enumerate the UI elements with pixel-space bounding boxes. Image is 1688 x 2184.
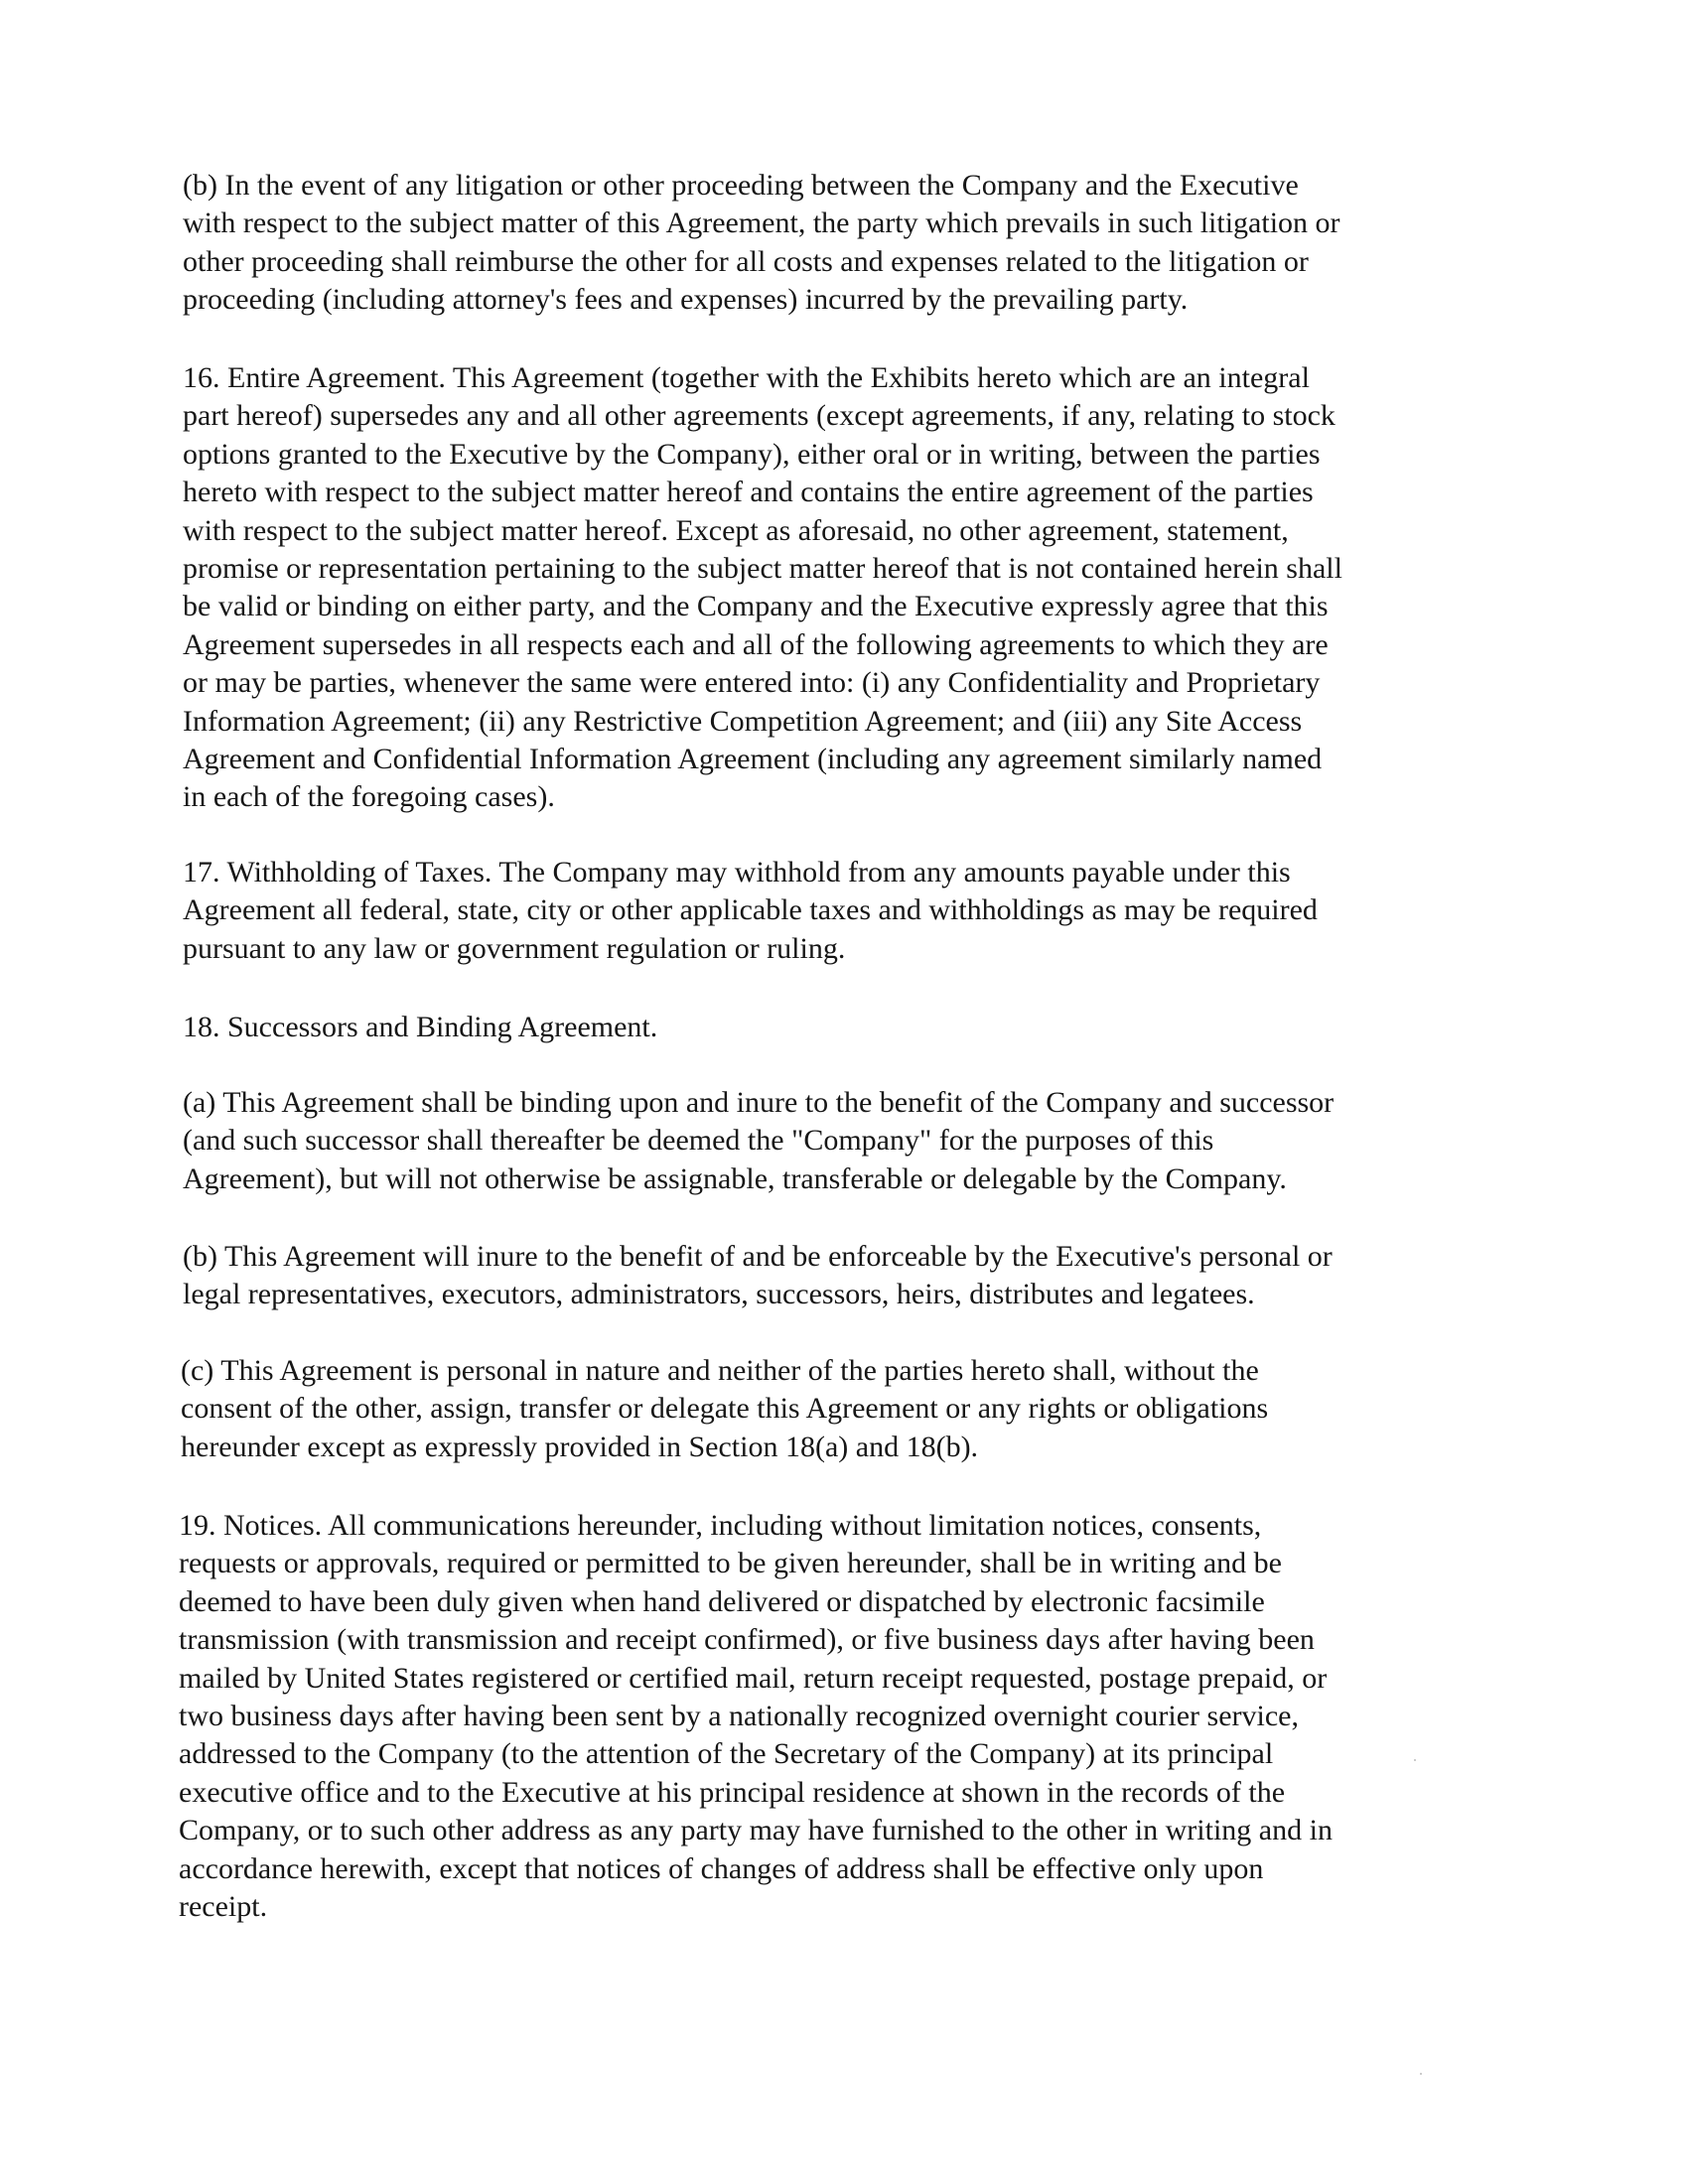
text-line: (a) This Agreement shall be binding upon and inure to the benefit of the Company and successor (183, 1086, 1335, 1119)
text-line: in each of the foregoing cases). (183, 780, 555, 814)
scan-speck (1414, 1759, 1416, 1761)
text-line: pursuant to any law or government regulation or ruling. (183, 931, 846, 965)
text-line: transmission (with transmission and receipt confirmed), or five business days after having been (179, 1623, 1315, 1657)
text-line: (c) This Agreement is personal in nature and neither of the parties hereto shall, without the (181, 1354, 1259, 1387)
text-line: part hereof) supersedes any and all other agreements (except agreements, if any, relating to stock (183, 399, 1336, 433)
text-line: two business days after having been sent by a nationally recognized overnight courier service, (179, 1700, 1299, 1733)
text-line: Agreement supersedes in all respects each and all of the following agreements to which they are (183, 627, 1329, 661)
text-line: Company, or to such other address as any party may have furnished to the other in writing and in (179, 1814, 1333, 1847)
text-line: 17. Withholding of Taxes. The Company may withhold from any amounts payable under this (183, 856, 1291, 888)
text-line: with respect to the subject matter of this Agreement, the party which prevails in such litigation or (183, 206, 1340, 240)
text-line: promise or representation pertaining to the subject matter hereof that is not contained herein shall (183, 552, 1342, 586)
text-line: requests or approvals, required or permitted to be given hereunder, shall be in writing and be (179, 1547, 1282, 1580)
text-line: accordance herewith, except that notices of changes of address shall be effective only upon (179, 1851, 1264, 1885)
text-line: 16. Entire Agreement. This Agreement (together with the Exhibits hereto which are an integral (183, 361, 1310, 394)
paragraph-18c-personal-nature (181, 1352, 1511, 1466)
text-line: be valid or binding on either party, and the Company and the Executive expressly agree that this (183, 590, 1329, 623)
text-line: hereunder except as expressly provided in Section 18(a) and 18(b). (181, 1430, 979, 1463)
text-line: deemed to have been duly given when hand delivered or dispatched by electronic facsimile (179, 1584, 1265, 1618)
text-line: Agreement and Confidential Information Agreement (including any agreement similarly named (183, 743, 1323, 776)
paragraph-18-heading-successors (183, 1009, 1513, 1046)
text-line: executive office and to the Executive at his principal residence at shown in the records of the (179, 1775, 1286, 1809)
text-line: (b) In the event of any litigation or other proceeding between the Company and the Executive (183, 169, 1299, 202)
text-line: receipt. (179, 1890, 268, 1924)
paragraph-15b-litigation-costs (183, 167, 1513, 320)
text-line: with respect to the subject matter hereof. Except as aforesaid, no other agreement, statement, (183, 513, 1289, 547)
text-line: 19. Notices. All communications hereunder, including without limitation notices, consents, (179, 1509, 1262, 1542)
text-line: addressed to the Company (to the attention of the Secretary of the Company) at its principal (179, 1737, 1274, 1771)
paragraph-19-notices (179, 1507, 1509, 1926)
text-line: mailed by United States registered or certified mail, return receipt requested, postage prepaid, or (179, 1661, 1328, 1695)
paragraph-16-entire-agreement (183, 359, 1513, 817)
text-line: (b) This Agreement will inure to the benefit of and be enforceable by the Executive's personal or (183, 1240, 1333, 1273)
scan-speck (1420, 2073, 1422, 2075)
text-line: Agreement), but will not otherwise be assignable, transferable or delegable by the Company. (183, 1161, 1287, 1195)
text-line: proceeding (including attorney's fees and expenses) incurred by the prevailing party. (183, 283, 1189, 317)
text-line: Agreement all federal, state, city or other applicable taxes and withholdings as may be required (183, 893, 1318, 927)
text-line: 18. Successors and Binding Agreement. (183, 1011, 658, 1043)
text-line: (and such successor shall thereafter be deemed the "Company" for the purposes of this (183, 1124, 1214, 1158)
text-line: legal representatives, executors, administrators, successors, heirs, distributes and legatees. (183, 1278, 1255, 1311)
text-line: consent of the other, assign, transfer or delegate this Agreement or any rights or obligations (181, 1392, 1269, 1426)
paragraph-17-withholding-of-taxes (183, 854, 1513, 968)
text-line: Information Agreement; (ii) any Restrictive Competition Agreement; and (iii) any Site Access (183, 704, 1303, 738)
text-line: options granted to the Executive by the Company), either oral or in writing, between the parties (183, 437, 1321, 471)
paragraph-18b-enforceable (183, 1238, 1513, 1314)
text-line: or may be parties, whenever the same were entered into: (i) any Confidentiality and Proprietary (183, 666, 1321, 700)
text-line: other proceeding shall reimburse the other for all costs and expenses related to the litigation or (183, 244, 1309, 278)
text-line: hereto with respect to the subject matter hereof and contains the entire agreement of the parties (183, 476, 1314, 509)
paragraph-18a-binding (183, 1084, 1513, 1198)
